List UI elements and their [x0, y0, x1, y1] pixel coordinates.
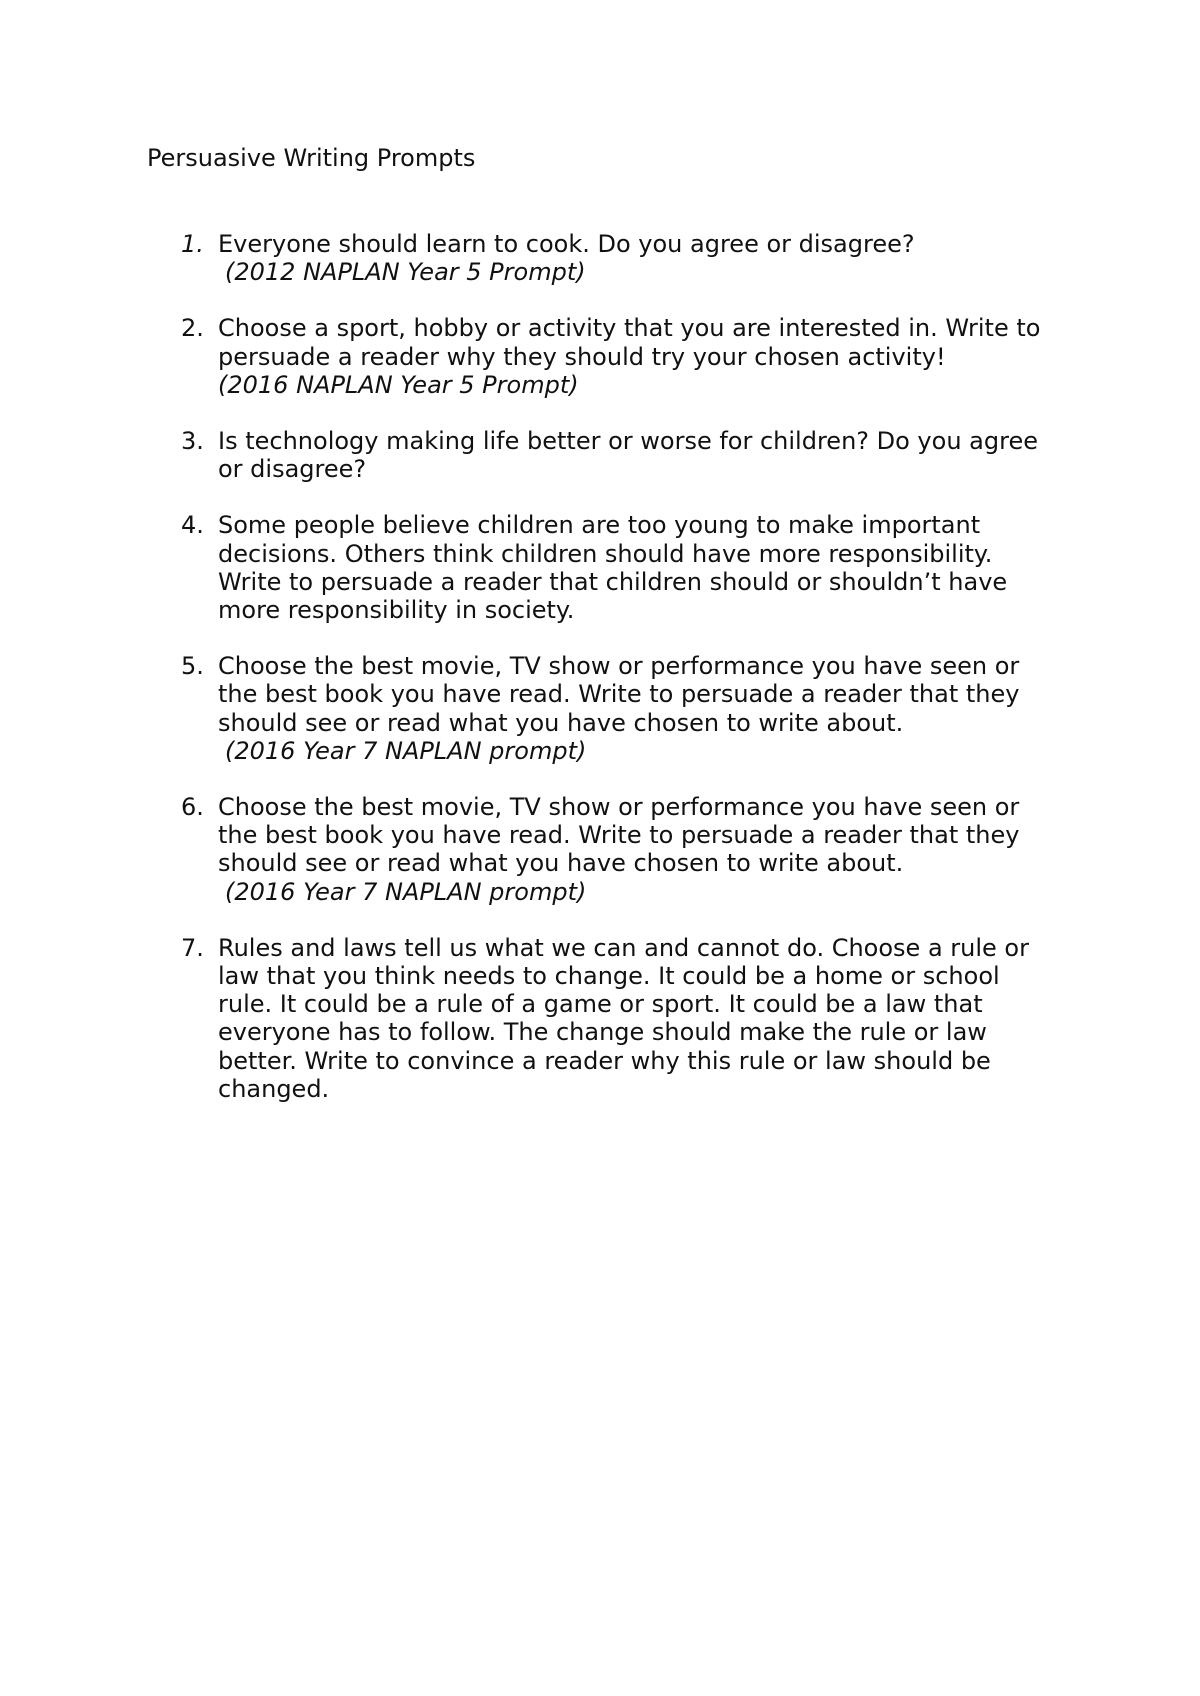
prompt-list [0, 230, 1200, 1131]
prompt-line: Everyone should learn to cook. Do you agree or disagree? [218, 230, 915, 258]
prompt-item-1 [0, 230, 1200, 286]
prompt-line: the best book you have read. Write to persuade a reader that they [218, 821, 1020, 850]
prompt-item-5 [0, 652, 1200, 765]
prompt-number: 7. [181, 933, 204, 962]
prompt-number: 2. [181, 314, 204, 343]
prompt-item-3 [0, 427, 1200, 483]
prompt-line: the best book you have read. Write to persuade a reader that they [218, 680, 1020, 709]
prompt-line: changed. [218, 1074, 330, 1103]
prompt-line: Choose the best movie, TV show or performance you have seen or [218, 793, 1020, 822]
prompt-line: law that you think needs to change. It could be a home or school [218, 962, 1000, 991]
prompt-line: Is technology making life better or worse for children? Do you agree [218, 427, 1038, 456]
prompt-number: 1. [181, 230, 204, 258]
prompt-line: everyone has to follow. The change should make the rule or law [218, 1018, 987, 1047]
prompt-line: Choose a sport, hobby or activity that you are interested in. Write to [218, 314, 1041, 343]
prompt-item-4 [0, 511, 1200, 624]
prompt-text [218, 427, 1098, 483]
prompt-line: Rules and laws tell us what we can and cannot do. Choose a rule or [218, 933, 1029, 962]
prompt-line: better. Write to convince a reader why this rule or law should be [218, 1046, 991, 1075]
prompt-line: rule. It could be a rule of a game or sport. It could be a law that [218, 990, 983, 1019]
prompt-item-7 [0, 934, 1200, 1103]
prompt-line: Write to persuade a reader that children should or shouldn’t have [218, 567, 1008, 596]
prompt-item-6 [0, 793, 1200, 906]
prompt-source: (2012 NAPLAN Year 5 Prompt) [225, 258, 586, 287]
prompt-text [218, 934, 1098, 1103]
prompt-source: (2016 NAPLAN Year 5 Prompt) [218, 370, 579, 399]
prompt-number: 3. [181, 427, 204, 456]
prompt-text [218, 652, 1098, 765]
prompt-line: should see or read what you have chosen to write about. [218, 708, 904, 737]
prompt-source: (2016 Year 7 NAPLAN prompt) [225, 877, 587, 906]
prompt-line: or disagree? [218, 455, 367, 484]
prompt-line: persuade a reader why they should try your chosen activity! [218, 342, 946, 371]
prompt-number: 4. [181, 511, 204, 540]
prompt-line: more responsibility in society. [218, 596, 575, 625]
prompt-text [218, 793, 1098, 906]
prompt-line: should see or read what you have chosen to write about. [218, 849, 904, 878]
prompt-text [218, 511, 1098, 624]
prompt-item-2 [0, 314, 1200, 399]
prompt-number: 5. [181, 652, 204, 681]
prompt-source: (2016 Year 7 NAPLAN prompt) [225, 736, 587, 765]
prompt-line: Some people believe children are too young to make important [218, 511, 981, 540]
prompt-line: Choose the best movie, TV show or performance you have seen or [218, 652, 1020, 681]
prompt-number: 6. [181, 793, 204, 822]
document-title: Persuasive Writing Prompts [147, 144, 476, 172]
prompt-text [218, 314, 1098, 399]
prompt-line: decisions. Others think children should have more responsibility. [218, 539, 993, 568]
prompt-text [218, 230, 1098, 286]
